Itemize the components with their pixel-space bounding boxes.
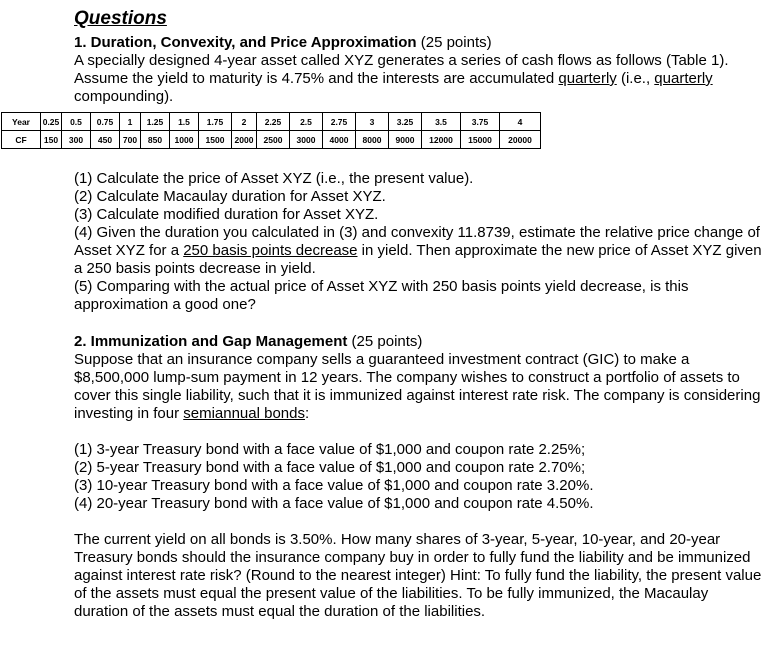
q2-title: 2. Immunization and Gap Management xyxy=(74,333,348,350)
q1-item-1: (1) Calculate the price of Asset XYZ (i.e., the present value). xyxy=(74,170,474,187)
table-cell: 3.75 xyxy=(461,113,500,131)
q2-bond-3: (3) 10-year Treasury bond with a face value of $1,000 and coupon rate 3.20%. xyxy=(74,477,594,494)
table-cell: 2000 xyxy=(232,131,257,149)
q2-intro xyxy=(74,333,764,423)
q1-item-2: (2) Calculate Macaulay duration for Asset XYZ. xyxy=(74,188,386,205)
row-label-cf: CF xyxy=(2,131,41,149)
table-cell: 15000 xyxy=(461,131,500,149)
table-cell: 0.25 xyxy=(41,113,62,131)
table-cell: 3.25 xyxy=(389,113,422,131)
table-cell: 450 xyxy=(91,131,120,149)
q2-closing-text: The current yield on all bonds is 3.50%. How many shares of 3-year, 5-year, 10-year, and 20-year Treasury bonds should the insurance company buy in order to fully fund the liability and be immunized against interest rate risk? (Round to the nearest integer) Hint: To fully fund the liability, the present value of the assets must equal the present value of the liabilities. To be fully immunized, the Macaulay duration of the assets must equal the duration of the liabilities. xyxy=(74,531,762,620)
table-cell: 0.5 xyxy=(62,113,91,131)
q2-bond-1: (1) 3-year Treasury bond with a face value of $1,000 and coupon rate 2.25%; xyxy=(74,441,586,458)
table-cell: 1.75 xyxy=(199,113,232,131)
table-cell: 3.5 xyxy=(422,113,461,131)
table-cell: 1000 xyxy=(170,131,199,149)
table-cell: 150 xyxy=(41,131,62,149)
q1-item-5: (5) Comparing with the actual price of Asset XYZ with 250 basis points yield decrease, is this approximation a good one? xyxy=(74,278,689,313)
table-cell: 4 xyxy=(500,113,541,131)
q2-closing xyxy=(74,531,764,621)
table-cell: 0.75 xyxy=(91,113,120,131)
table-cell: 3000 xyxy=(290,131,323,149)
table-cell: 700 xyxy=(120,131,141,149)
table-cell: 2 xyxy=(232,113,257,131)
q2-intro-text: Suppose that an insurance company sells a guaranteed investment contract (GIC) to make a $8,500,000 lump-sum payment in 12 years. The company wishes to construct a portfolio of assets to cover this single liability, such that it is immunized against interest rate risk. The company is considering investing in four semiannual bonds: xyxy=(74,351,761,422)
table-cell: 12000 xyxy=(422,131,461,149)
table-cell: 1500 xyxy=(199,131,232,149)
q2-bond-4: (4) 20-year Treasury bond with a face value of $1,000 and coupon rate 4.50%. xyxy=(74,495,594,512)
q1-item-4: (4) Given the duration you calculated in (3) and convexity 11.8739, estimate the relative price change of Asset XYZ for a 250 basis points decrease in yield. Then approximate the new price of Asset XYZ given a 250 basis points decrease in yield. xyxy=(74,224,762,277)
table-row-cf xyxy=(2,131,541,149)
table-cell: 1 xyxy=(120,113,141,131)
q1-intro-text: A specially designed 4-year asset called XYZ generates a series of cash flows as follows (Table 1). Assume the yield to maturity is 4.75% and the interests are accumulated quarterly (i.e., quarterly compounding). xyxy=(74,52,729,105)
table-cell: 4000 xyxy=(323,131,356,149)
cash-flow-table xyxy=(1,112,541,149)
table-cell: 9000 xyxy=(389,131,422,149)
table-cell: 2.5 xyxy=(290,113,323,131)
q1-item-3: (3) Calculate modified duration for Asset XYZ. xyxy=(74,206,379,223)
table-cell: 2500 xyxy=(257,131,290,149)
table-cell: 1.5 xyxy=(170,113,199,131)
table-cell: 850 xyxy=(141,131,170,149)
q1-points: (25 points) xyxy=(420,34,492,51)
table-cell: 300 xyxy=(62,131,91,149)
q1-intro xyxy=(74,34,764,106)
q1-title: 1. Duration, Convexity, and Price Approximation xyxy=(74,34,417,51)
q2-points: (25 points) xyxy=(351,333,423,350)
q1-items xyxy=(74,170,764,314)
row-label-year: Year xyxy=(2,113,41,131)
table-cell: 20000 xyxy=(500,131,541,149)
q2-bond-list xyxy=(74,441,764,513)
table-cell: 2.25 xyxy=(257,113,290,131)
table-cell: 3 xyxy=(356,113,389,131)
table-cell: 8000 xyxy=(356,131,389,149)
table-cell: 2.75 xyxy=(323,113,356,131)
page-heading: Questions xyxy=(74,8,167,29)
q2-bond-2: (2) 5-year Treasury bond with a face value of $1,000 and coupon rate 2.70%; xyxy=(74,459,586,476)
table-row-year xyxy=(2,113,541,131)
table-cell: 1.25 xyxy=(141,113,170,131)
